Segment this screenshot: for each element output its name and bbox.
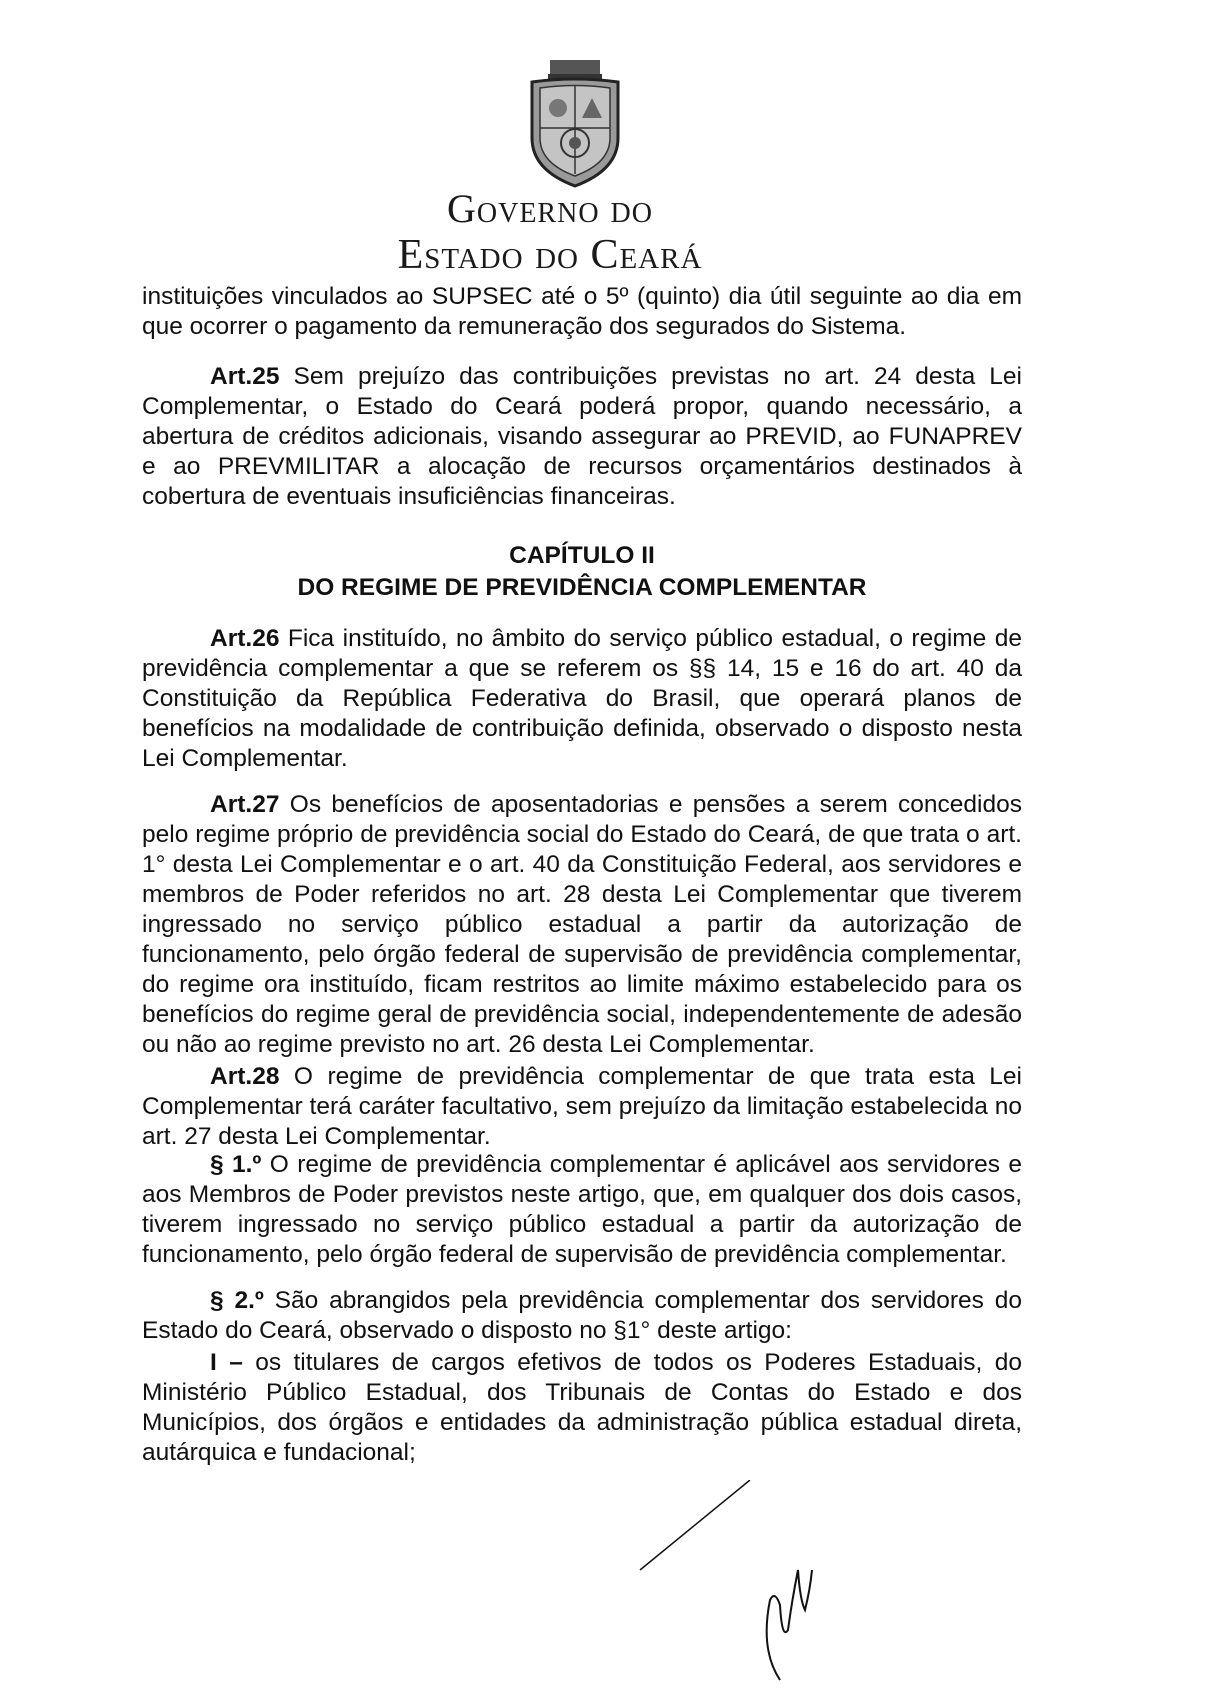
paragraph-2 [142, 1286, 1022, 1346]
article-28-label: Art.28 [210, 1063, 280, 1090]
header-line-2: Estado do Ceará [397, 232, 703, 278]
state-coat-of-arms-icon [520, 58, 630, 190]
paragraph-2-text: São abrangidos pela previdência complementar dos servidores do Estado do Ceará, observado o disposto no §1° deste artigo: [142, 1287, 1022, 1344]
article-26-text: Fica instituído, no âmbito do serviço público estadual, o regime de previdência complementar a que se referem os §§ 14, 15 e 16 do art. 40 da Constituição da República Federativa do Brasil, que operará planos de benefícios na modalidade de contribuição definida, observado o disposto nesta Lei Complementar. [142, 625, 1022, 772]
article-28-text: O regime de previdência complementar de que trata esta Lei Complementar terá caráter facultativo, sem prejuízo da limitação estabelecida no art. 27 desta Lei Complementar. [142, 1063, 1022, 1150]
article-25 [142, 362, 1022, 512]
header-line-1: Governo do [447, 186, 653, 231]
paragraph-continuation [142, 282, 1022, 342]
article-27-text: Os benefícios de aposentadorias e pensões a serem concedidos pelo regime próprio de previdência social do Estado do Ceará, de que trata o art. 1° desta Lei Complementar e o art. 40 da Constituição Federal, aos servidores e membros de Poder referidos no art. 28 desta Lei Complementar que tiverem ingressado no serviço público estadual a partir da autorização de funcionamento, pelo órgão federal de supervisão de previdência complementar, do regime ora instituído, ficam restritos ao limite máximo estabelecido para os benefícios do regime geral de previdência social, independentemente de adesão ou não ao regime previsto no art. 26 desta Lei Complementar. [142, 791, 1022, 1058]
government-header [330, 186, 770, 278]
paragraph-1-label: § 1.º [210, 1151, 262, 1178]
article-26 [142, 624, 1022, 774]
article-28 [142, 1062, 1022, 1152]
paragraph-1-text: O regime de previdência complementar é aplicável aos servidores e aos Membros de Poder previstos neste artigo, que, em qualquer dos dois casos, tiverem ingressado no serviço público estadual a partir da autorização de funcionamento, pelo órgão federal de supervisão de previdência complementar. [142, 1151, 1022, 1268]
item-i-text: os titulares de cargos efetivos de todos os Poderes Estaduais, do Ministério Público Estadual, dos Tribunais de Contas do Estado e dos Municípios, dos órgãos e entidades da administração pública estadual direta, autárquica e fundacional; [142, 1349, 1022, 1466]
item-i-label: I – [210, 1349, 243, 1376]
paragraph-1 [142, 1150, 1022, 1270]
article-25-label: Art.25 [210, 363, 280, 390]
article-27 [142, 790, 1022, 1060]
paragraph-2-label: § 2.º [210, 1287, 264, 1314]
article-27-label: Art.27 [210, 791, 280, 818]
chapter-heading [142, 540, 1022, 604]
continuation-text: instituições vinculados ao SUPSEC até o 5º (quinto) dia útil seguinte ao dia em que ocorrer o pagamento da remuneração dos segurados do Sistema. [142, 283, 1022, 340]
handwritten-signature [630, 1480, 860, 1690]
chapter-subtitle: DO REGIME DE PREVIDÊNCIA COMPLEMENTAR [297, 574, 867, 601]
item-i [142, 1348, 1022, 1468]
article-25-text: Sem prejuízo das contribuições previstas no art. 24 desta Lei Complementar, o Estado do Ceará poderá propor, quando necessário, a abertura de créditos adicionais, visando assegurar ao PREVID, ao FUNAPREV e ao PREVMILITAR a alocação de recursos orçamentários destinados à cobertura de eventuais insuficiências financeiras. [142, 363, 1022, 510]
chapter-title: CAPÍTULO II [509, 542, 655, 569]
article-26-label: Art.26 [210, 625, 280, 652]
